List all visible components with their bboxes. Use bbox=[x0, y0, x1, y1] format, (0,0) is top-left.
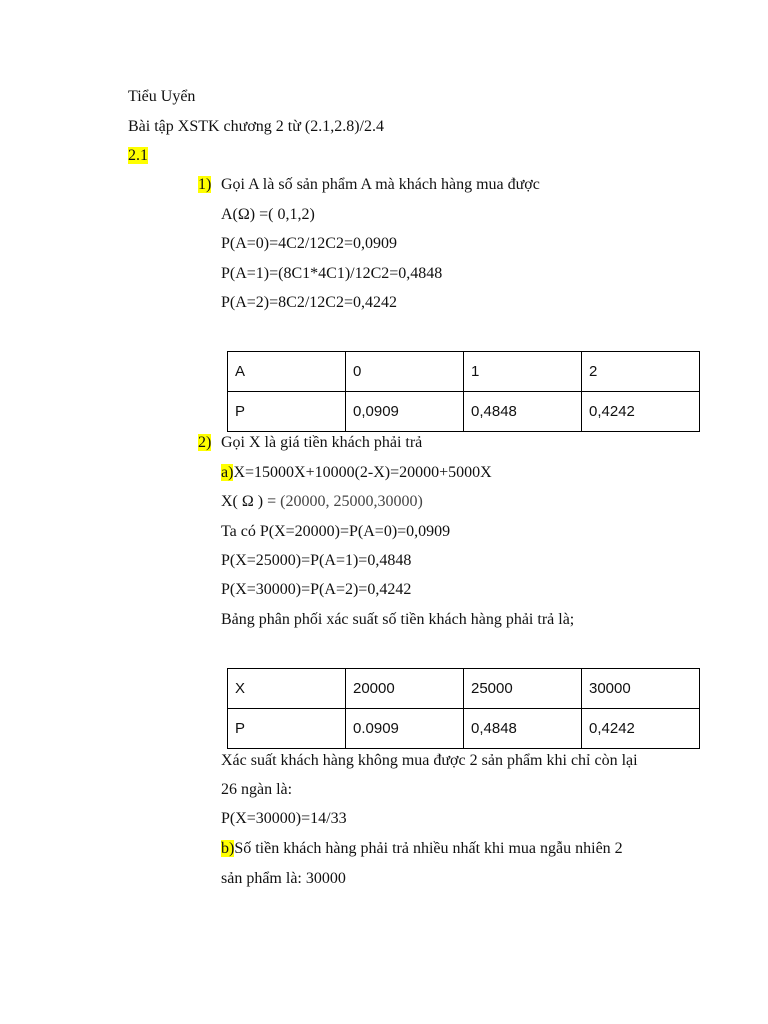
item2-line: Bảng phân phối xác suất số tiền khách hàng phải trả là; bbox=[221, 611, 575, 628]
section-label-text: 2.1 bbox=[128, 147, 148, 164]
item2-part-a bbox=[221, 463, 492, 483]
item2-line: P(X=25000)=P(A=1)=0,4848 bbox=[221, 552, 412, 569]
item1-number bbox=[198, 175, 211, 195]
part-a-text: X=15000X+10000(2-X)=20000+5000X bbox=[233, 464, 492, 481]
item2-number bbox=[198, 433, 211, 453]
table-cell: 0,4242 bbox=[582, 709, 700, 749]
author-name: Tiểu Uyển bbox=[128, 88, 196, 105]
item1-intro: Gọi A là số sản phẩm A mà khách hàng mua được bbox=[221, 176, 540, 193]
omega-prefix: X( Ω ) = bbox=[221, 493, 281, 510]
table-cell: 30000 bbox=[582, 669, 700, 709]
table-row bbox=[228, 709, 700, 749]
part-b-text: Số tiền khách hàng phải trả nhiều nhất khi mua ngẫu nhiên 2 bbox=[234, 840, 623, 857]
item2-line: Ta có P(X=20000)=P(A=0)=0,0909 bbox=[221, 523, 451, 540]
item2-line: P(X=30000)=P(A=2)=0,4242 bbox=[221, 581, 412, 598]
table-row bbox=[228, 392, 700, 432]
distribution-table-x bbox=[227, 668, 700, 749]
omega-values: (20000, 25000,30000) bbox=[280, 493, 423, 510]
item2-part-b-cont: sản phẩm là: 30000 bbox=[221, 870, 346, 887]
item2-after-line: P(X=30000)=14/33 bbox=[221, 810, 347, 827]
table-cell: 0,0909 bbox=[346, 392, 464, 432]
table-row bbox=[228, 352, 700, 392]
table-cell: P bbox=[228, 392, 346, 432]
table-cell: 2 bbox=[582, 352, 700, 392]
part-a-label: a) bbox=[221, 464, 234, 481]
item2-part-b bbox=[221, 839, 623, 859]
section-label bbox=[128, 146, 148, 166]
table-cell: X bbox=[228, 669, 346, 709]
item1-number-text: 1) bbox=[198, 176, 212, 193]
table-cell: 20000 bbox=[346, 669, 464, 709]
item1-line: A(Ω) =( 0,1,2) bbox=[221, 206, 315, 223]
item2-number-text: 2) bbox=[198, 434, 212, 451]
item1-line: P(A=1)=(8C1*4C1)/12C2=0,4848 bbox=[221, 265, 443, 282]
table-row bbox=[228, 669, 700, 709]
item2-intro: Gọi X là giá tiền khách phải trả bbox=[221, 434, 423, 451]
table-cell: A bbox=[228, 352, 346, 392]
item1-line: P(A=2)=8C2/12C2=0,4242 bbox=[221, 294, 397, 311]
table-cell: 0,4848 bbox=[464, 392, 582, 432]
item2-omega-line bbox=[221, 492, 423, 512]
table-cell: 0.0909 bbox=[346, 709, 464, 749]
table-cell: 0,4848 bbox=[464, 709, 582, 749]
item2-after-line: 26 ngàn là: bbox=[221, 781, 293, 798]
part-b-label: b) bbox=[221, 840, 235, 857]
table-cell: 0,4242 bbox=[582, 392, 700, 432]
table-cell: 0 bbox=[346, 352, 464, 392]
item2-after-line: Xác suất khách hàng không mua được 2 sản phẩm khi chỉ còn lại bbox=[221, 752, 638, 769]
distribution-table-a bbox=[227, 351, 700, 432]
document-title: Bài tập XSTK chương 2 từ (2.1,2.8)/2.4 bbox=[128, 118, 384, 135]
table-cell: 25000 bbox=[464, 669, 582, 709]
table-cell: 1 bbox=[464, 352, 582, 392]
table-cell: P bbox=[228, 709, 346, 749]
item1-line: P(A=0)=4C2/12C2=0,0909 bbox=[221, 235, 397, 252]
